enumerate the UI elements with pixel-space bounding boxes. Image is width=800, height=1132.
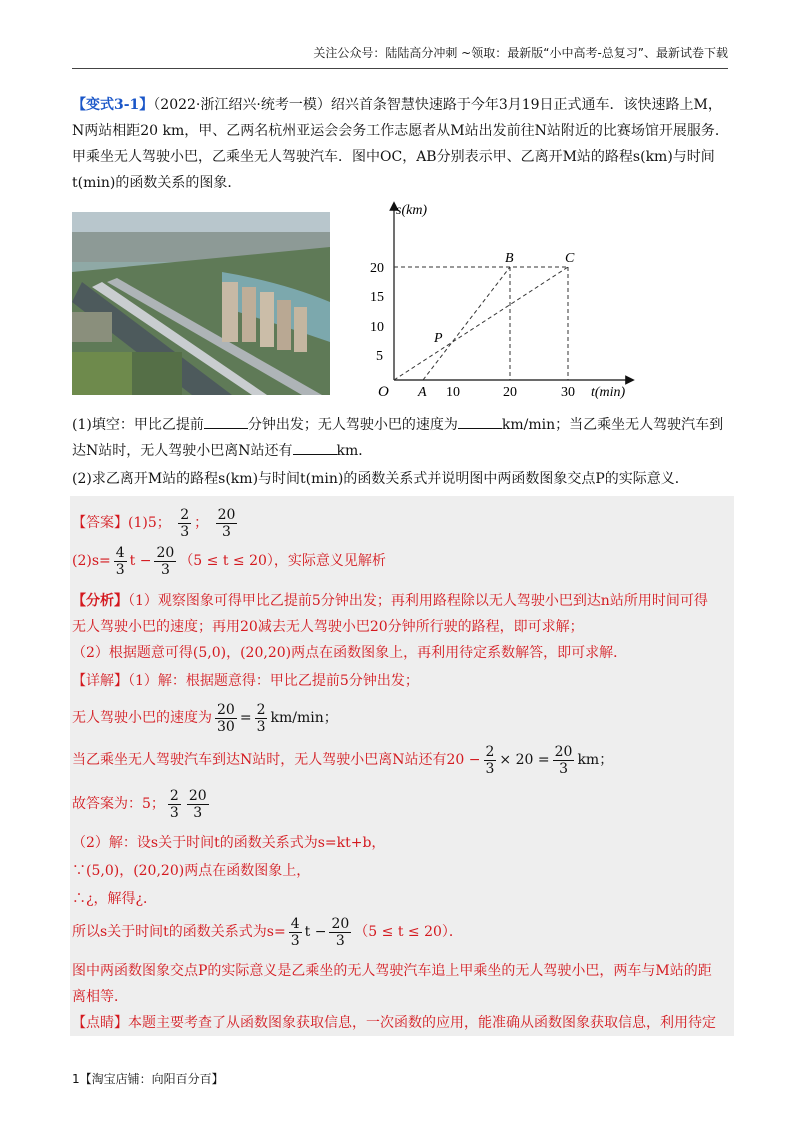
header-divider [72,68,728,69]
analysis-line-2: 无人驾驶小巴的速度；再用20减去无人驾驶小巴20分钟所行驶的路程，即可求解； [72,619,584,635]
fraction: $\frac{20}{3}$ [331,915,350,949]
problem-line-3: 甲乘坐无人驾驶小巴，乙乘坐无人驾驶汽车．图中OC，AB分别表示甲、乙离开M站的路程s(km)与时间 [72,149,715,165]
y-tick-5: 5 [376,349,383,364]
blank-1 [204,428,248,429]
detail-part2-line-4: 所以s关于时间t的函数关系式为s= $\frac{4}{3}$ t − $\frac{20}{3}$ （5 ≤ t ≤ 20）． [72,915,463,949]
problem-text-1: （2022·浙江绍兴·统考一模）绍兴首条智慧快速路于今年3月19日正式通车．该快速路上M， [153,97,722,113]
fraction: $\frac{2}{3}$ [485,743,495,777]
page-footer: 1【淘宝店铺：向阳百分百】 [72,1072,224,1086]
problem-line-1 [72,92,732,118]
line-AB [423,267,510,380]
comment-tag: 【点睛】 [72,1015,128,1031]
point-B-label: B [505,251,514,266]
x-tick-30: 30 [561,385,575,400]
answer-line-2: (2)s= $\frac{4}{3}$ t − $\frac{20}{3}$ （5 ≤ t ≤ 20），实际意义见解析 [72,544,386,578]
point-A-label: A [418,385,427,400]
question-1-line-1: (1)填空：甲比乙提前 分钟出发；无人驾驶小巴的速度为 km/min；当乙乘坐无人驾驶汽车到 [72,417,724,433]
x-axis-label: t(min) [591,385,626,400]
answer-tag: 【答案】 [72,515,128,531]
comment-line: 【点睛】本题主要考查了从函数图象获取信息，一次函数的应用，能准确从函数图象获取信息，利用待定 [72,1015,716,1031]
x-tick-20: 20 [503,385,517,400]
fraction: $\frac{4}{3}$ [290,915,300,949]
fraction: $\frac{2}{3}$ [180,506,190,540]
fraction: $\frac{20}{3}$ [554,743,573,777]
y-axis-label: s(km) [396,203,428,218]
fraction: $\frac{20}{3}$ [188,787,207,821]
question-2: (2)求乙离开M站的路程s(km)与时间t(min)的函数关系式并说明图中两函数图象交点P的实际意义． [72,471,689,487]
detail-tag: 【详解】 [72,673,128,689]
fraction: $\frac{20}{30}$ [217,701,235,735]
origin-label: O [378,384,389,400]
point-C-label: C [565,251,575,266]
problem-line-4: t(min)的函数关系的图象． [72,175,242,191]
detail-part2-line-2: ∵(5,0)，(20,20)两点在函数图象上， [72,863,311,879]
fraction: $\frac{2}{3}$ [256,701,266,735]
problem-line-2: N两站相距20 km，甲、乙两名杭州亚运会会务工作志愿者从M站出发前往N站附近的比赛场馆开展服务． [72,123,729,139]
line-OC [394,267,568,380]
distance-time-graph [360,200,640,410]
detail-answer: 故答案为：5； $\frac{2}{3}$ $\frac{20}{3}$ [72,787,207,821]
detail-remaining: 当乙乘坐无人驾驶汽车到达N站时，无人驾驶小巴离N站还有20 − $\frac{2}{3}$ × 20 = $\frac{20}{3}$ km； [72,743,614,777]
analysis-line-1: 【分析】（1）观察图象可得甲比乙提前5分钟出发；再利用路程除以无人驾驶小巴到达n站所用时间可得 [72,593,708,609]
fraction: $\frac{2}{3}$ [169,787,179,821]
detail-part2-line-6: 离相等． [72,989,128,1005]
detail-part2-line-3: ∴¿，解得¿． [72,891,158,907]
detail-part2-line-1: （2）解：设s关于时间t的函数关系式为s=kt+b， [72,835,386,851]
fraction: $\frac{4}{3}$ [115,544,125,578]
y-tick-10: 10 [370,320,384,335]
expressway-photo [72,212,330,395]
analysis-tag: 【分析】 [72,593,128,609]
fraction: $\frac{20}{3}$ [217,506,236,540]
question-1-line-2: 达N站时，无人驾驶小巴离N站还有 km． [72,443,373,459]
blank-3 [293,454,337,455]
y-tick-15: 15 [370,290,384,305]
detail-part2-line-5: 图中两函数图象交点P的实际意义是乙乘坐的无人驾驶汽车追上甲乘坐的无人驾驶小巴，两车与M站的距 [72,963,712,979]
point-P-label: P [434,331,443,346]
detail-speed: 无人驾驶小巴的速度为 $\frac{20}{30}$ = $\frac{2}{3}$ km/min； [72,701,338,735]
fraction: $\frac{20}{3}$ [156,544,175,578]
answer-line-1: 【答案】(1)5； $\frac{2}{3}$ ； $\frac{20}{3}$ [72,506,236,540]
page-header: 关注公众号：陆陆高分冲刺 ~领取：最新版“小中高考-总复习”、最新试卷下载 [313,46,728,60]
y-tick-20: 20 [370,261,384,276]
problem-tag: 【变式3-1】 [72,97,154,113]
analysis-line-3: （2）根据题意可得(5,0)，(20,20)两点在函数图象上，再利用待定系数解答，即可求解． [72,645,628,661]
detail-line-1: 【详解】（1）解：根据题意得：甲比乙提前5分钟出发； [72,673,419,689]
blank-2 [458,428,502,429]
x-tick-10: 10 [446,385,460,400]
